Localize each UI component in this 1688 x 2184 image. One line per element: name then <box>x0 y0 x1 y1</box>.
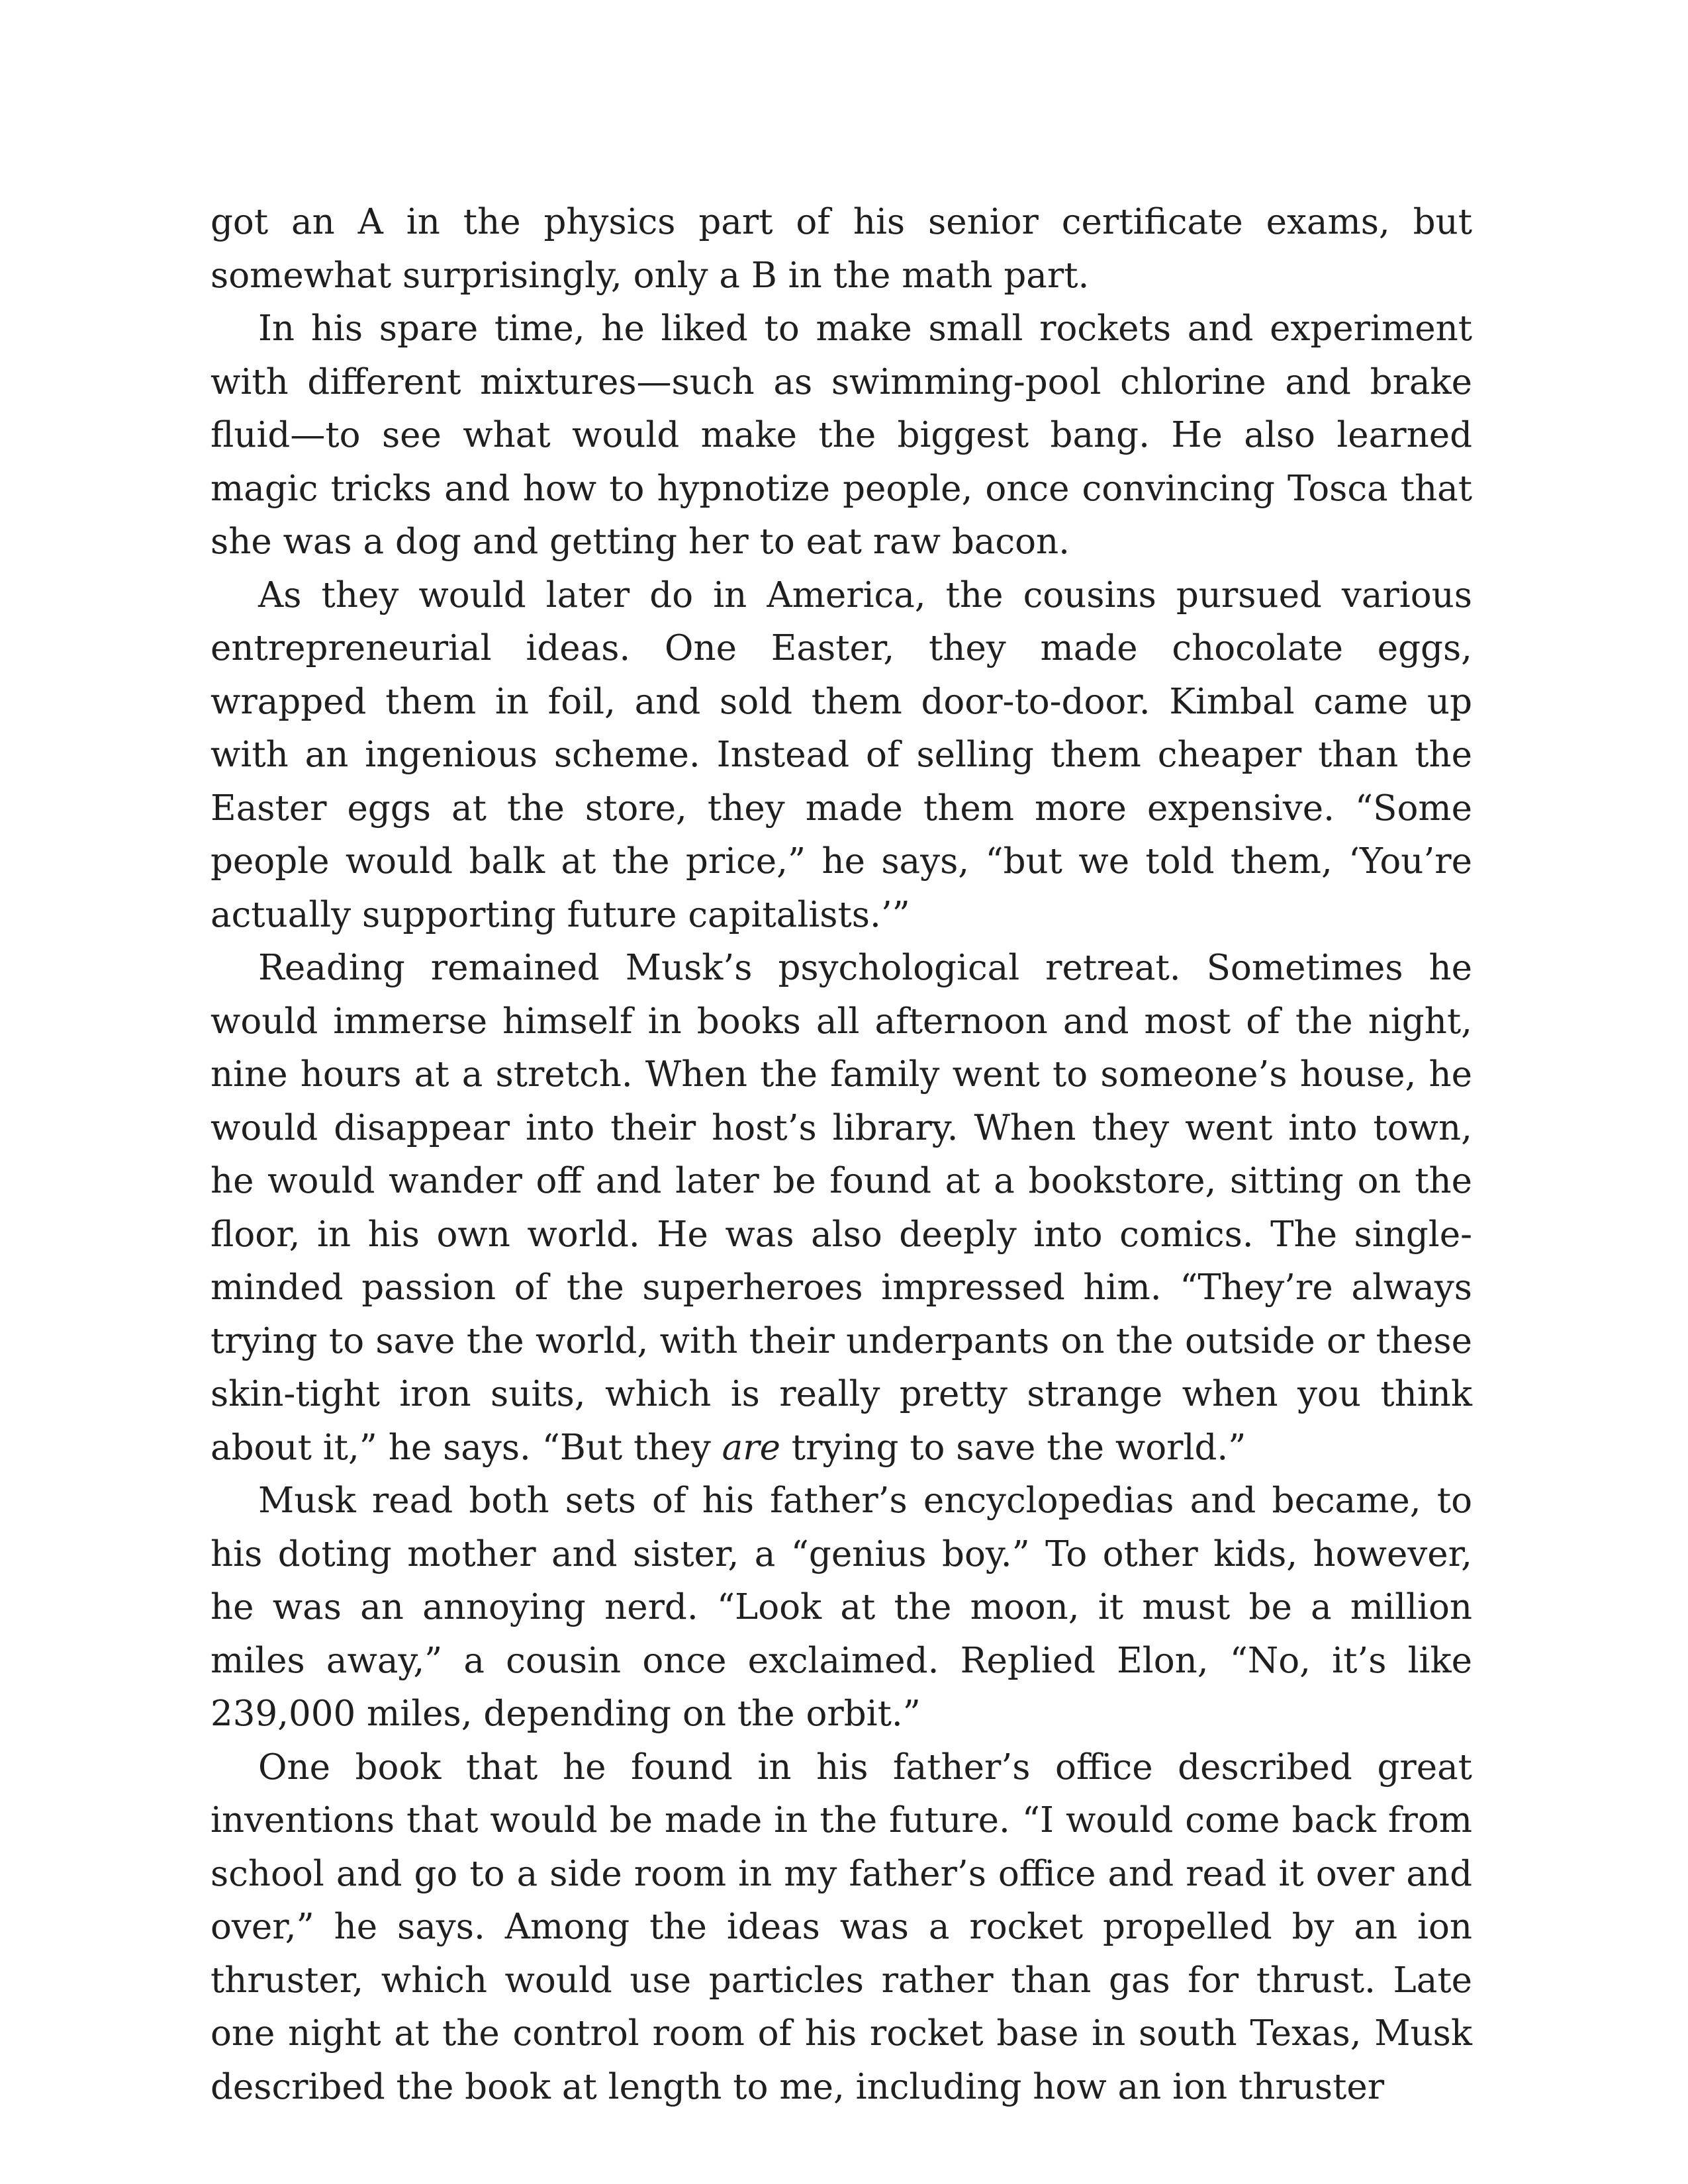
paragraph-6-text: One book that he found in his father’s office described great inventions that would be made in the future. “I would come back from school and go to a side room in my father’s office and read it over and over,” he says. Among the ideas was a rocket propelled by an ion thruster, which would use particles rather than gas for thrust. Late one night at the control room of his rocket base in south Texas, Musk described the book at length to me, including how an ion thruster <box>211 1747 1472 2107</box>
paragraph-1 <box>211 196 1472 302</box>
body-text <box>211 196 1472 2114</box>
paragraph-3 <box>211 569 1472 942</box>
paragraph-2 <box>211 302 1472 569</box>
paragraph-1-text: got an A in the physics part of his senior certificate exams, but somewhat surprisingly, only a B in the math part. <box>211 202 1472 296</box>
paragraph-4-text-a: Reading remained Musk’s psychological retreat. Sometimes he would immerse himself in books all afternoon and most of the night, nine hours at a stretch. When the family went to someone’s house, he would disappear into their host’s library. When they went into town, he would wander off and later be found at a bookstore, sitting on the floor, in his own world. He was also deeply into comics. The single-minded passion of the superheroes impressed him. “They’re always trying to save the world, with their underpants on the outside or these skin-tight iron suits, which is really pretty strange when you think about it,” he says. “But they <box>211 948 1472 1468</box>
paragraph-5-text: Musk read both sets of his father’s encyclopedias and became, to his doting mother and sister, a “genius boy.” To other kids, however, he was an annoying nerd. “Look at the moon, it must be a million miles away,” a cousin once exclaimed. Replied Elon, “No, it’s like 239,000 miles, depending on the orbit.” <box>211 1480 1472 1734</box>
paragraph-4-italic-are: are <box>722 1427 780 1468</box>
paragraph-5 <box>211 1475 1472 1741</box>
paragraph-4-text-b: trying to save the world.” <box>780 1427 1246 1468</box>
paragraph-3-text: As they would later do in America, the cousins pursued various entrepreneurial ideas. One Easter, they made chocolate eggs, wrapped them in foil, and sold them door-to-door. Kimbal came up with an ingenious scheme. Instead of selling them cheaper than the Easter eggs at the store, they made them more expensive. “Some people would balk at the price,” he says, “but we told them, ‘You’re actually supporting future capitalists.’” <box>211 574 1472 935</box>
paragraph-4 <box>211 942 1472 1475</box>
paragraph-2-text: In his spare time, he liked to make small rockets and experiment with different mixtures—such as swimming-pool chlorine and brake fluid—to see what would make the biggest bang. He also learned magic tricks and how to hypnotize people, once convincing Tosca that she was a dog and getting her to eat raw bacon. <box>211 308 1472 562</box>
paragraph-6 <box>211 1741 1472 2115</box>
